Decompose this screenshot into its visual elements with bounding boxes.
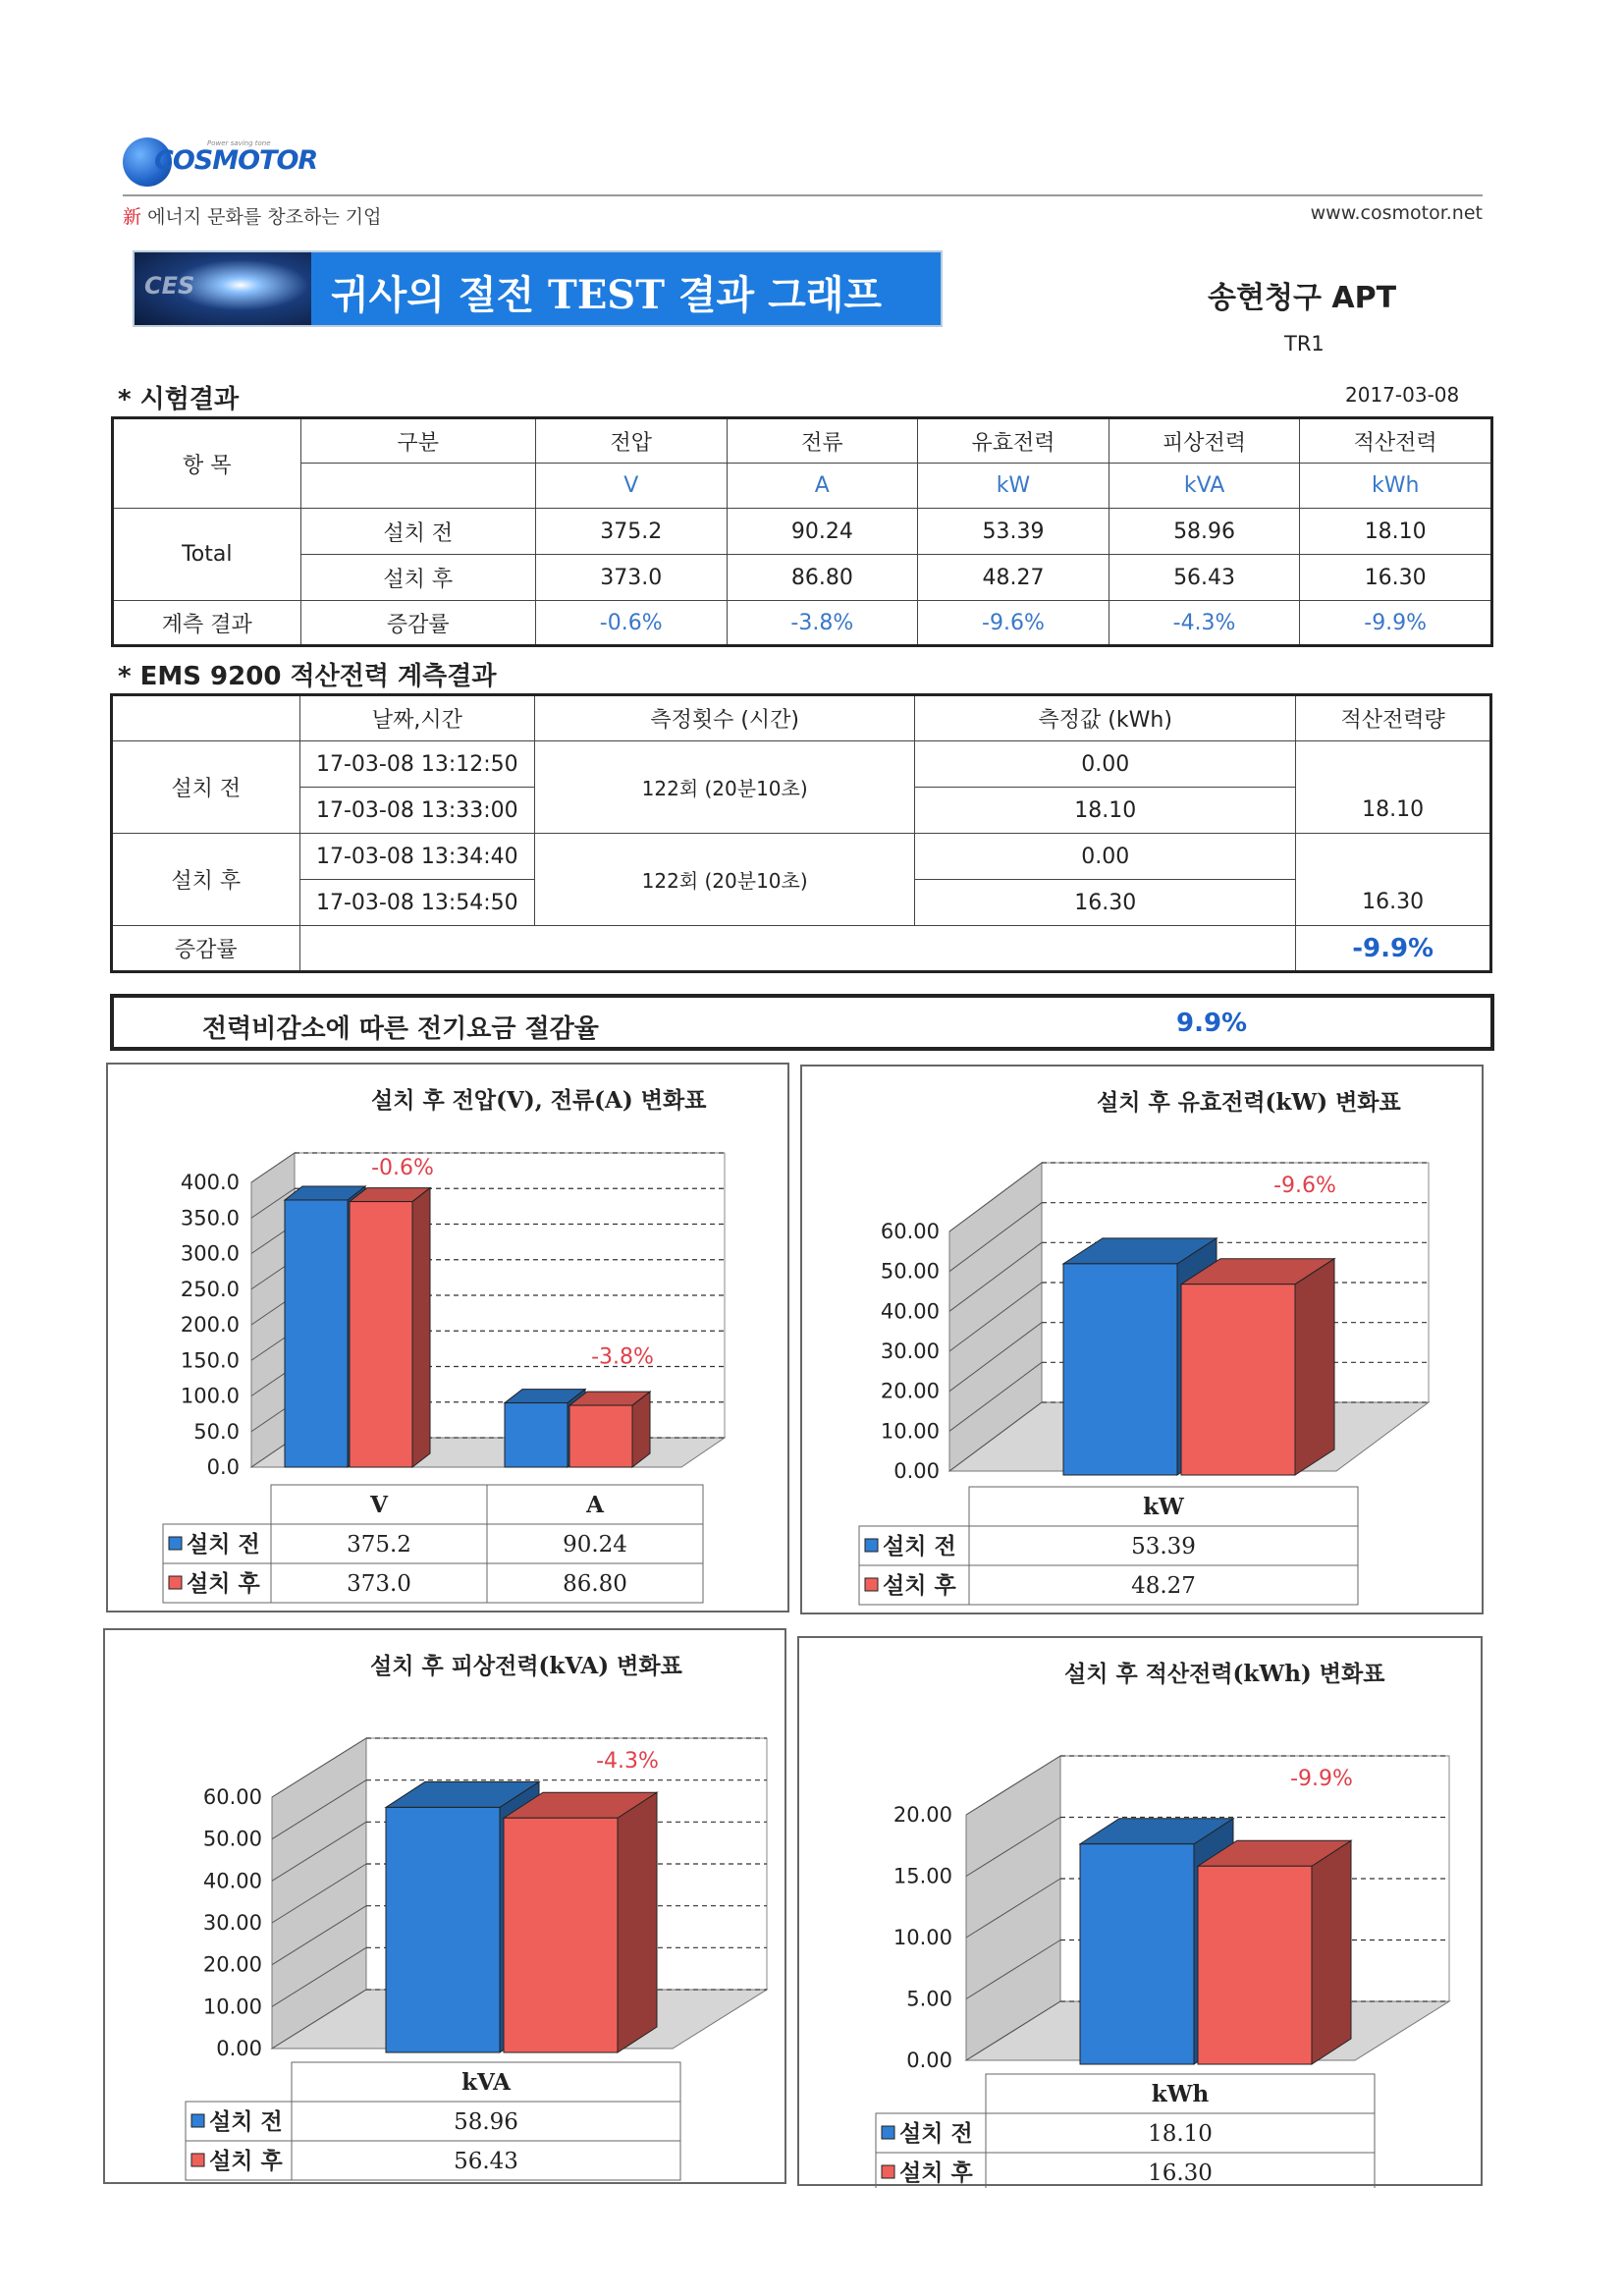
chart-panel-apparent-power [103, 1628, 786, 2184]
unit-cell: kWh [1300, 464, 1492, 509]
chart-energy [799, 1638, 1485, 2188]
logo-slogan: Power saving tone [207, 139, 271, 147]
legend-swatch [169, 1576, 182, 1589]
change-label: 증감률 [300, 601, 535, 646]
y-tick-label: 10.00 [202, 1995, 262, 2019]
bar-side [1312, 1840, 1351, 2064]
change-cell: -9.9% [1300, 601, 1492, 646]
legend-swatch [865, 1578, 878, 1591]
y-tick-label: 10.00 [893, 1926, 952, 1949]
results-section-title: * 시험결과 [118, 385, 240, 414]
time-cell: 17-03-08 13:33:00 [299, 788, 535, 834]
chart-title: 설치 후 피상전력(kVA) 변화표 [370, 1653, 682, 1679]
y-tick-label: 20.00 [202, 1952, 262, 1977]
tagline-text: 에너지 문화를 창조하는 기업 [147, 206, 382, 228]
time-cell: 17-03-08 13:54:50 [299, 880, 535, 926]
table-cell: 56.43 [1109, 555, 1300, 601]
savings-label: 전력비감소에 따른 전기요금 절감율 [202, 1014, 599, 1044]
data-label: 53.39 [1131, 1534, 1196, 1559]
title-banner [133, 250, 943, 327]
y-tick-label: 200.0 [180, 1313, 240, 1337]
col-header: 측정값 (kWh) [915, 695, 1296, 741]
y-tick-label: 0.00 [216, 2037, 262, 2060]
table-cell: 86.80 [727, 555, 918, 601]
unit-cell: A [727, 464, 918, 509]
y-tick-label: 300.0 [180, 1241, 240, 1266]
change-label: -3.8% [591, 1344, 654, 1370]
col-header: 유효전력 [918, 418, 1109, 464]
unit-cell [300, 464, 535, 509]
table-cell: 58.96 [1109, 509, 1300, 555]
y-tick-label: 50.00 [880, 1259, 940, 1284]
test-date: 2017-03-08 [1345, 383, 1460, 407]
y-tick-label: 40.00 [880, 1299, 940, 1324]
y-tick-label: 30.00 [202, 1911, 262, 1935]
bar-side [618, 1792, 657, 2052]
x-tick-label: kW [1143, 1494, 1184, 1520]
legend-swatch [169, 1537, 182, 1550]
change-label: -9.9% [1290, 1767, 1353, 1791]
change-cell: -4.3% [1109, 601, 1300, 646]
tagline [123, 202, 381, 229]
site-name: 송현청구 APT [1208, 281, 1397, 315]
legend-swatch [882, 2165, 894, 2178]
data-label: 48.27 [1131, 1573, 1196, 1599]
logo-text: COSMOTOR [154, 145, 318, 176]
table-cell: 375.2 [535, 509, 727, 555]
count-cell: 122회 (20분10초) [535, 834, 915, 926]
total-cell: 18.10 [1296, 788, 1491, 834]
bar [569, 1405, 632, 1467]
legend-swatch [865, 1539, 878, 1552]
y-tick-label: 50.0 [193, 1419, 240, 1444]
table-cell: 373.0 [535, 555, 727, 601]
tagline-mark: 新 [123, 206, 142, 228]
banner-logo: CES [144, 272, 195, 300]
bar [285, 1200, 348, 1467]
group-total: Total [113, 509, 301, 601]
change-cell: -0.6% [535, 601, 727, 646]
col-header: 피상전력 [1109, 418, 1300, 464]
legend-label: 설치 후 [899, 2159, 973, 2186]
x-tick-label: V [370, 1492, 388, 1518]
chart-panel-energy [797, 1636, 1483, 2186]
change-label: -0.6% [371, 1155, 434, 1180]
value-cell: 0.00 [915, 741, 1296, 788]
change-cell: -9.6% [918, 601, 1109, 646]
row-label: 설치 전 [300, 509, 535, 555]
y-tick-label: 0.00 [906, 2049, 952, 2072]
empty-cell [299, 926, 1296, 972]
chart-active-power [802, 1066, 1486, 1616]
data-label: 18.10 [1148, 2121, 1213, 2147]
x-tick-label: A [586, 1492, 604, 1518]
website-url: www.cosmotor.net [1310, 202, 1483, 224]
group-label: 설치 전 [112, 741, 300, 834]
bar [504, 1818, 618, 2052]
empty-cell [112, 695, 300, 741]
bar [1198, 1866, 1312, 2064]
legend-label: 설치 후 [883, 1572, 956, 1599]
chart-panel-voltage-current [106, 1063, 789, 1613]
bar-side [412, 1188, 430, 1467]
cosmotor-logo [123, 137, 319, 189]
change-label: -9.6% [1273, 1174, 1336, 1198]
legend-label: 설치 전 [209, 2108, 283, 2135]
col-header: 날짜,시간 [299, 695, 535, 741]
col-header: 적산전력량 [1296, 695, 1491, 741]
y-tick-label: 20.00 [880, 1379, 940, 1403]
y-tick-label: 0.0 [206, 1455, 240, 1479]
table-cell: 48.27 [918, 555, 1109, 601]
row-label: 설치 후 [300, 555, 535, 601]
group-label: 설치 후 [112, 834, 300, 926]
table-cell: 53.39 [918, 509, 1109, 555]
unit-cell: kVA [1109, 464, 1300, 509]
change-value: -9.9% [1296, 926, 1491, 972]
y-tick-label: 40.00 [202, 1869, 262, 1893]
chart-title: 설치 후 전압(V), 전류(A) 변화표 [371, 1087, 707, 1114]
change-label: 증감률 [112, 926, 300, 972]
empty-cell [1296, 741, 1491, 788]
bar [1080, 1844, 1194, 2064]
legend-label: 설치 후 [187, 1570, 260, 1597]
ems-section-title: * EMS 9200 적산전력 계측결과 [118, 662, 497, 691]
empty-cell [1296, 834, 1491, 880]
ems-table [110, 693, 1492, 973]
legend-label: 설치 후 [209, 2148, 283, 2174]
data-label: 58.96 [454, 2109, 518, 2135]
results-table [111, 416, 1493, 647]
data-label: 375.2 [347, 1532, 411, 1558]
bar-side [1295, 1259, 1334, 1475]
col-header: 적산전력 [1300, 418, 1492, 464]
table-cell: 16.30 [1300, 555, 1492, 601]
y-tick-label: 10.00 [880, 1419, 940, 1444]
x-tick-label: kWh [1151, 2081, 1210, 2107]
time-cell: 17-03-08 13:34:40 [299, 834, 535, 880]
table-cell: 18.10 [1300, 509, 1492, 555]
legend-swatch [191, 2114, 204, 2127]
page-title: 귀사의 절전 TEST 결과 그래프 [331, 272, 883, 318]
data-label: 90.24 [563, 1532, 627, 1558]
unit-cell: kW [918, 464, 1109, 509]
col-header: 전압 [535, 418, 727, 464]
y-tick-label: 50.00 [202, 1827, 262, 1851]
y-tick-label: 5.00 [906, 1987, 952, 2011]
y-tick-label: 0.00 [893, 1459, 940, 1483]
data-label: 373.0 [347, 1571, 411, 1597]
count-cell: 122회 (20분10초) [535, 741, 915, 834]
y-tick-label: 400.0 [180, 1171, 240, 1194]
y-tick-label: 30.00 [880, 1339, 940, 1363]
y-tick-label: 60.00 [202, 1785, 262, 1809]
y-tick-label: 60.00 [880, 1220, 940, 1243]
value-cell: 16.30 [915, 880, 1296, 926]
col-header: 측정횟수 (시간) [535, 695, 915, 741]
chart-title: 설치 후 적산전력(kWh) 변화표 [1064, 1661, 1385, 1687]
value-cell: 0.00 [915, 834, 1296, 880]
legend-label: 설치 전 [187, 1531, 260, 1558]
y-tick-label: 15.00 [893, 1864, 952, 1888]
legend-label: 설치 전 [883, 1533, 956, 1559]
savings-value: 9.9% [1176, 1009, 1248, 1038]
chart-title: 설치 후 유효전력(kW) 변화표 [1097, 1089, 1401, 1116]
unit-cell: V [535, 464, 727, 509]
x-tick-label: kVA [461, 2069, 511, 2096]
y-tick-label: 100.0 [180, 1384, 240, 1408]
y-tick-label: 150.0 [180, 1348, 240, 1373]
table-cell: 90.24 [727, 509, 918, 555]
legend-swatch [191, 2154, 204, 2166]
data-label: 16.30 [1148, 2160, 1213, 2186]
col-header: 전류 [727, 418, 918, 464]
time-cell: 17-03-08 13:12:50 [299, 741, 535, 788]
item-label: 항 목 [113, 418, 301, 509]
data-label: 56.43 [454, 2149, 518, 2174]
savings-summary [110, 994, 1494, 1051]
bar [1063, 1264, 1177, 1475]
chart-apparent-power [105, 1630, 788, 2186]
data-label: 86.80 [563, 1571, 627, 1597]
result-label: 계측 결과 [113, 601, 301, 646]
change-label: -4.3% [596, 1749, 659, 1774]
bar [505, 1403, 568, 1467]
chart-voltage-current [108, 1065, 791, 1614]
col-header: 구분 [300, 418, 535, 464]
y-tick-label: 250.0 [180, 1277, 240, 1301]
legend-swatch [882, 2126, 894, 2139]
bar [386, 1807, 500, 2052]
total-cell: 16.30 [1296, 880, 1491, 926]
value-cell: 18.10 [915, 788, 1296, 834]
bar [350, 1202, 412, 1467]
change-cell: -3.8% [727, 601, 918, 646]
transformer-id: TR1 [1284, 332, 1325, 355]
y-tick-label: 350.0 [180, 1206, 240, 1230]
y-tick-label: 20.00 [893, 1803, 952, 1827]
bar [1181, 1285, 1295, 1475]
header-divider [123, 194, 1483, 196]
legend-label: 설치 전 [899, 2120, 973, 2147]
chart-panel-active-power [800, 1065, 1484, 1614]
